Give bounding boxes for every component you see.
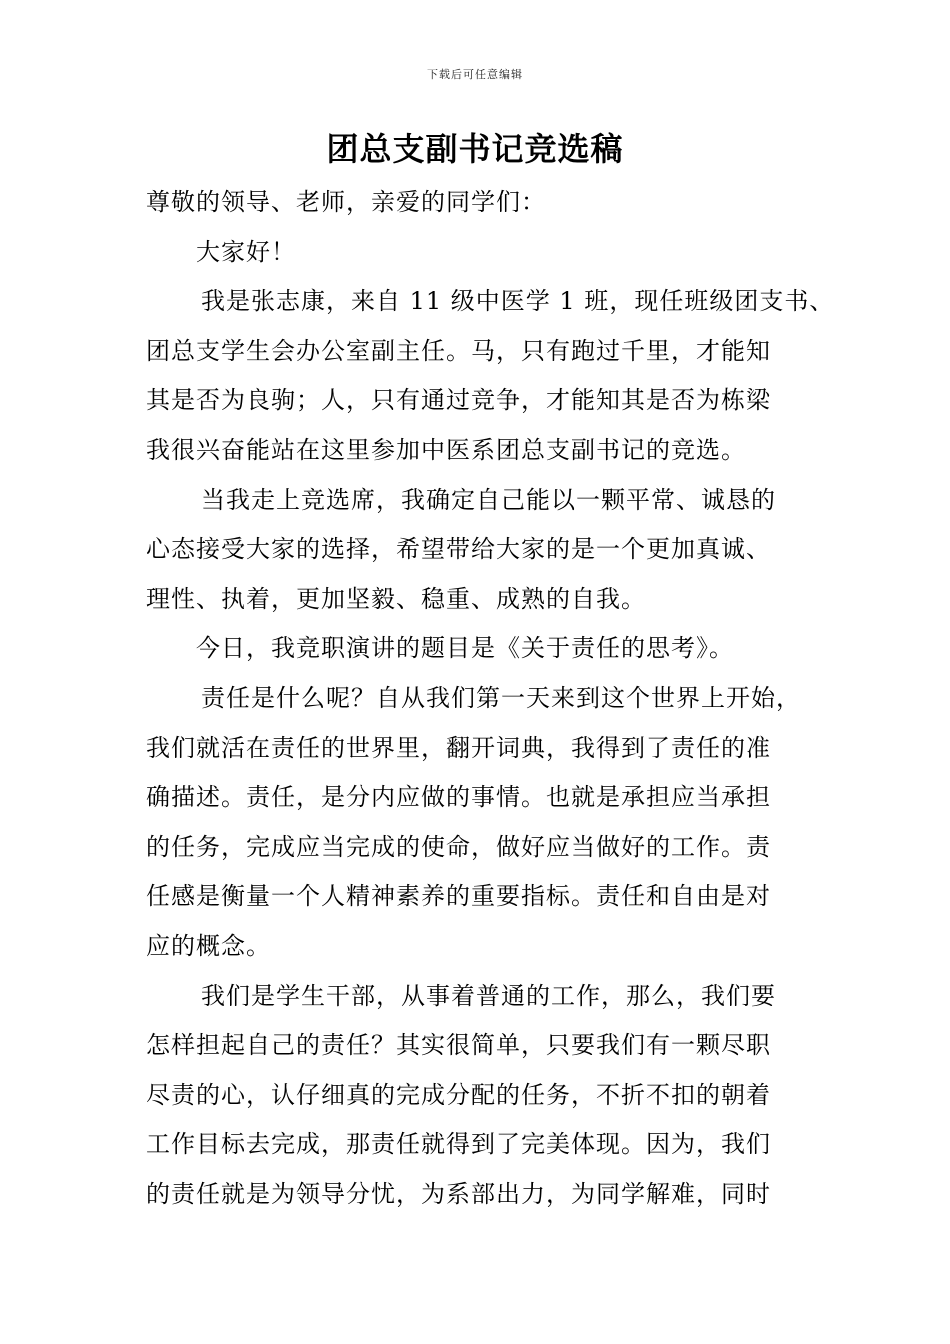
paragraph-line: 团总支学生会办公室副主任。马，只有跑过千里，才能知 <box>146 336 771 365</box>
header-note: 下载后可任意编辑 <box>427 68 523 81</box>
paragraph-line: 尽责的心，认仔细真的完成分配的任务，不折不扣的朝着 <box>146 1080 771 1109</box>
document-body <box>146 178 836 1219</box>
paragraph-line: 确描述。责任，是分内应做的事情。也就是承担应当承担 <box>146 783 771 812</box>
paragraph-line: 今日，我竞职演讲的题目是《关于责任的思考》。 <box>196 634 734 663</box>
paragraph-line: 我很兴奋能站在这里参加中医系团总支副书记的竞选。 <box>146 435 746 464</box>
paragraph-line: 其是否为良驹；人，只有通过竞争，才能知其是否为栋梁 <box>146 386 771 415</box>
paragraph-line: 应的概念。 <box>146 931 271 960</box>
document-title: 团总支副书记竞选稿 <box>326 130 624 168</box>
paragraph-line: 当我走上竞选席，我确定自己能以一颗平常、诚恳的 <box>201 485 776 514</box>
paragraph-line: 理性、执着，更加坚毅、稳重、成熟的自我。 <box>146 584 646 613</box>
paragraph-line: 任感是衡量一个人精神素养的重要指标。责任和自由是对 <box>146 882 771 911</box>
paragraph-line: 工作目标去完成，那责任就得到了完美体现。因为，我们 <box>146 1130 771 1159</box>
paragraph-line: 的责任就是为领导分忧，为系部出力，为同学解难，同时 <box>146 1179 771 1208</box>
paragraph-line: 我们就活在责任的世界里，翻开词典，我得到了责任的准 <box>146 733 771 762</box>
paragraph-line: 怎样担起自己的责任？其实很简单，只要我们有一颗尽职 <box>146 1031 771 1060</box>
paragraph-line: 我是张志康，来自 11 级中医学 1 班，现任班级团支书、 <box>201 287 835 316</box>
paragraph-line: 责任是什么呢？自从我们第一天来到这个世界上开始， <box>201 683 801 712</box>
greeting-line: 大家好！ <box>196 237 296 266</box>
salutation-line: 尊敬的领导、老师，亲爱的同学们： <box>146 188 546 216</box>
paragraph-line: 的任务，完成应当完成的使命，做好应当做好的工作。责 <box>146 832 771 861</box>
paragraph-line: 我们是学生干部，从事着普通的工作，那么，我们要 <box>201 981 776 1010</box>
paragraph-line: 心态接受大家的选择，希望带给大家的是一个更加真诚、 <box>146 535 771 564</box>
